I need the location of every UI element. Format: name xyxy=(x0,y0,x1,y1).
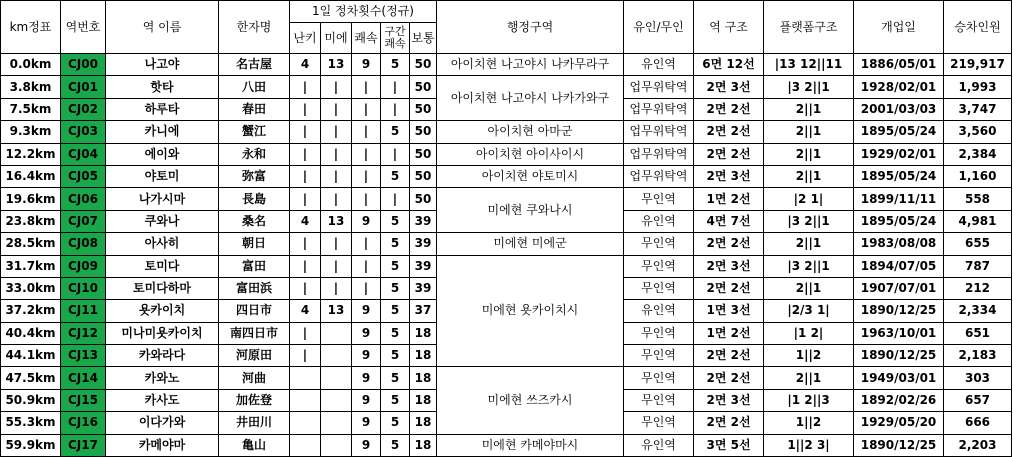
header-kaisoku: 쾌속 xyxy=(352,23,381,54)
name-cell: 나고야 xyxy=(106,54,219,76)
futsu-cell: 50 xyxy=(410,121,437,143)
passengers-cell: 2,183 xyxy=(944,345,1012,367)
staffed-cell: 무인역 xyxy=(624,233,694,255)
platform-cell: |13 12||11 xyxy=(764,54,854,76)
name-cell: 카메야마 xyxy=(106,434,219,456)
admin-cell: 아이치현 야토미시 xyxy=(437,165,624,187)
staffed-cell: 무인역 xyxy=(624,322,694,344)
kukan-cell: | xyxy=(381,188,410,210)
staffed-cell: 업무위탁역 xyxy=(624,98,694,120)
futsu-cell: 18 xyxy=(410,412,437,434)
opened-cell: 1890/12/25 xyxy=(854,345,944,367)
mie-cell: | xyxy=(321,98,352,120)
header-structure: 역 구조 xyxy=(694,1,764,54)
structure-cell: 4면 7선 xyxy=(694,210,764,232)
nanki-cell xyxy=(290,367,321,389)
passengers-cell: 657 xyxy=(944,389,1012,411)
name-cell: 아사히 xyxy=(106,233,219,255)
mie-cell: | xyxy=(321,121,352,143)
nanki-cell: 4 xyxy=(290,300,321,322)
name-cell: 에이와 xyxy=(106,143,219,165)
kukan-cell: 5 xyxy=(381,121,410,143)
table-row xyxy=(1,165,1012,187)
code-cell: CJ11 xyxy=(61,300,106,322)
futsu-cell: 50 xyxy=(410,54,437,76)
code-cell: CJ09 xyxy=(61,255,106,277)
platform-cell: 2||1 xyxy=(764,367,854,389)
structure-cell: 2면 3선 xyxy=(694,255,764,277)
opened-cell: 1894/07/05 xyxy=(854,255,944,277)
header-kukan-kaisoku: 구간 쾌속 xyxy=(381,23,410,54)
platform-cell: 2||1 xyxy=(764,143,854,165)
header-stops-group: 1일 정차횟수(정규) xyxy=(290,1,437,23)
table-row xyxy=(1,54,1012,76)
nanki-cell xyxy=(290,412,321,434)
km-cell: 7.5km xyxy=(1,98,61,120)
futsu-cell: 50 xyxy=(410,76,437,98)
passengers-cell: 787 xyxy=(944,255,1012,277)
name-cell: 카와노 xyxy=(106,367,219,389)
name-cell: 야토미 xyxy=(106,165,219,187)
passengers-cell: 3,747 xyxy=(944,98,1012,120)
admin-cell: 아이치현 아이사이시 xyxy=(437,143,624,165)
futsu-cell: 18 xyxy=(410,389,437,411)
table-row xyxy=(1,76,1012,98)
header-kanji: 한자명 xyxy=(219,1,290,54)
kukan-cell: 5 xyxy=(381,412,410,434)
mie-cell: | xyxy=(321,143,352,165)
passengers-cell: 558 xyxy=(944,188,1012,210)
futsu-cell: 18 xyxy=(410,322,437,344)
nanki-cell: 4 xyxy=(290,54,321,76)
opened-cell: 1899/11/11 xyxy=(854,188,944,210)
kanji-cell: 四日市 xyxy=(219,300,290,322)
km-cell: 59.9km xyxy=(1,434,61,456)
table-row xyxy=(1,143,1012,165)
kaisoku-cell: | xyxy=(352,188,381,210)
mie-cell: 13 xyxy=(321,300,352,322)
staffed-cell: 업무위탁역 xyxy=(624,143,694,165)
kaisoku-cell: | xyxy=(352,277,381,299)
futsu-cell: 18 xyxy=(410,434,437,456)
name-cell: 핫타 xyxy=(106,76,219,98)
header-admin: 행정구역 xyxy=(437,1,624,54)
kukan-cell: 5 xyxy=(381,389,410,411)
structure-cell: 2면 2선 xyxy=(694,121,764,143)
header-passengers: 승차인원 xyxy=(944,1,1012,54)
opened-cell: 1929/02/01 xyxy=(854,143,944,165)
nanki-cell: | xyxy=(290,121,321,143)
nanki-cell: | xyxy=(290,143,321,165)
futsu-cell: 50 xyxy=(410,143,437,165)
opened-cell: 2001/03/03 xyxy=(854,98,944,120)
km-cell: 47.5km xyxy=(1,367,61,389)
kukan-cell: 5 xyxy=(381,255,410,277)
km-cell: 23.8km xyxy=(1,210,61,232)
opened-cell: 1895/05/24 xyxy=(854,210,944,232)
code-cell: CJ08 xyxy=(61,233,106,255)
structure-cell: 1면 2선 xyxy=(694,322,764,344)
kanji-cell: 永和 xyxy=(219,143,290,165)
nanki-cell: | xyxy=(290,255,321,277)
header-km: km정표 xyxy=(1,1,61,54)
passengers-cell: 1,160 xyxy=(944,165,1012,187)
nanki-cell: | xyxy=(290,165,321,187)
mie-cell xyxy=(321,434,352,456)
kanji-cell: 八田 xyxy=(219,76,290,98)
futsu-cell: 39 xyxy=(410,233,437,255)
staffed-cell: 무인역 xyxy=(624,345,694,367)
kanji-cell: 加佐登 xyxy=(219,389,290,411)
opened-cell: 1963/10/01 xyxy=(854,322,944,344)
kanji-cell: 富田 xyxy=(219,255,290,277)
passengers-cell: 4,981 xyxy=(944,210,1012,232)
nanki-cell: | xyxy=(290,76,321,98)
km-cell: 50.9km xyxy=(1,389,61,411)
km-cell: 9.3km xyxy=(1,121,61,143)
futsu-cell: 18 xyxy=(410,345,437,367)
platform-cell: 2||1 xyxy=(764,121,854,143)
code-cell: CJ12 xyxy=(61,322,106,344)
kaisoku-cell: | xyxy=(352,98,381,120)
kaisoku-cell: 9 xyxy=(352,322,381,344)
kukan-cell: 5 xyxy=(381,233,410,255)
kaisoku-cell: | xyxy=(352,143,381,165)
kaisoku-cell: 9 xyxy=(352,389,381,411)
kaisoku-cell: | xyxy=(352,76,381,98)
staffed-cell: 유인역 xyxy=(624,210,694,232)
kukan-cell: 5 xyxy=(381,322,410,344)
km-cell: 44.1km xyxy=(1,345,61,367)
km-cell: 16.4km xyxy=(1,165,61,187)
nanki-cell: | xyxy=(290,345,321,367)
platform-cell: 2||1 xyxy=(764,165,854,187)
code-cell: CJ17 xyxy=(61,434,106,456)
nanki-cell: | xyxy=(290,322,321,344)
opened-cell: 1895/05/24 xyxy=(854,121,944,143)
kukan-cell: 5 xyxy=(381,345,410,367)
kaisoku-cell: | xyxy=(352,121,381,143)
kukan-cell: | xyxy=(381,76,410,98)
passengers-cell: 2,334 xyxy=(944,300,1012,322)
kaisoku-cell: | xyxy=(352,255,381,277)
name-cell: 카와라다 xyxy=(106,345,219,367)
kukan-cell: | xyxy=(381,143,410,165)
kaisoku-cell: 9 xyxy=(352,54,381,76)
kanji-cell: 長島 xyxy=(219,188,290,210)
code-cell: CJ00 xyxy=(61,54,106,76)
table-row xyxy=(1,434,1012,456)
km-cell: 37.2km xyxy=(1,300,61,322)
futsu-cell: 50 xyxy=(410,165,437,187)
name-cell: 쿠와나 xyxy=(106,210,219,232)
staffed-cell: 업무위탁역 xyxy=(624,76,694,98)
km-cell: 55.3km xyxy=(1,412,61,434)
kanji-cell: 蟹江 xyxy=(219,121,290,143)
header-mie: 미에 xyxy=(321,23,352,54)
opened-cell: 1890/12/25 xyxy=(854,434,944,456)
kaisoku-cell: 9 xyxy=(352,412,381,434)
kukan-cell: 5 xyxy=(381,367,410,389)
code-cell: CJ16 xyxy=(61,412,106,434)
staffed-cell: 무인역 xyxy=(624,412,694,434)
platform-cell: |2/3 1| xyxy=(764,300,854,322)
nanki-cell: 4 xyxy=(290,210,321,232)
futsu-cell: 39 xyxy=(410,255,437,277)
structure-cell: 2면 3선 xyxy=(694,165,764,187)
admin-cell: 아이치현 나고야시 나카무라구 xyxy=(437,54,624,76)
passengers-cell: 666 xyxy=(944,412,1012,434)
passengers-cell: 1,993 xyxy=(944,76,1012,98)
code-cell: CJ02 xyxy=(61,98,106,120)
mie-cell xyxy=(321,345,352,367)
header-name: 역 이름 xyxy=(106,1,219,54)
kukan-cell: 5 xyxy=(381,165,410,187)
futsu-cell: 50 xyxy=(410,188,437,210)
mie-cell xyxy=(321,389,352,411)
mie-cell: 13 xyxy=(321,210,352,232)
passengers-cell: 219,917 xyxy=(944,54,1012,76)
structure-cell: 2면 2선 xyxy=(694,277,764,299)
kukan-cell: 5 xyxy=(381,54,410,76)
opened-cell: 1890/12/25 xyxy=(854,300,944,322)
opened-cell: 1928/02/01 xyxy=(854,76,944,98)
staffed-cell: 무인역 xyxy=(624,367,694,389)
platform-cell: |3 2||1 xyxy=(764,76,854,98)
staffed-cell: 무인역 xyxy=(624,188,694,210)
code-cell: CJ14 xyxy=(61,367,106,389)
km-cell: 33.0km xyxy=(1,277,61,299)
kanji-cell: 亀山 xyxy=(219,434,290,456)
futsu-cell: 37 xyxy=(410,300,437,322)
structure-cell: 1면 2선 xyxy=(694,188,764,210)
nanki-cell: | xyxy=(290,188,321,210)
kaisoku-cell: 9 xyxy=(352,300,381,322)
staffed-cell: 무인역 xyxy=(624,277,694,299)
passengers-cell: 303 xyxy=(944,367,1012,389)
kukan-cell: 5 xyxy=(381,434,410,456)
platform-cell: 2||1 xyxy=(764,233,854,255)
name-cell: 미나미욧카이치 xyxy=(106,322,219,344)
structure-cell: 2면 3선 xyxy=(694,76,764,98)
nanki-cell: | xyxy=(290,98,321,120)
km-cell: 0.0km xyxy=(1,54,61,76)
header-staffed: 유인/무인 xyxy=(624,1,694,54)
nanki-cell xyxy=(290,434,321,456)
km-cell: 3.8km xyxy=(1,76,61,98)
kaisoku-cell: 9 xyxy=(352,434,381,456)
platform-cell: 1||2 3| xyxy=(764,434,854,456)
table-row xyxy=(1,188,1012,210)
admin-cell: 미에현 쓰즈카시 xyxy=(437,367,624,434)
kaisoku-cell: | xyxy=(352,233,381,255)
structure-cell: 2면 2선 xyxy=(694,367,764,389)
mie-cell xyxy=(321,367,352,389)
staffed-cell: 유인역 xyxy=(624,54,694,76)
mie-cell: | xyxy=(321,233,352,255)
admin-cell: 미에현 미에군 xyxy=(437,233,624,255)
platform-cell: 1||2 xyxy=(764,345,854,367)
staffed-cell: 업무위탁역 xyxy=(624,121,694,143)
name-cell: 토미다하마 xyxy=(106,277,219,299)
table-row xyxy=(1,121,1012,143)
name-cell: 나가시마 xyxy=(106,188,219,210)
kukan-cell: | xyxy=(381,98,410,120)
admin-cell: 아이치현 나고야시 나카가와구 xyxy=(437,76,624,121)
passengers-cell: 2,203 xyxy=(944,434,1012,456)
opened-cell: 1949/03/01 xyxy=(854,367,944,389)
table-row xyxy=(1,367,1012,389)
name-cell: 욧카이치 xyxy=(106,300,219,322)
passengers-cell: 651 xyxy=(944,322,1012,344)
structure-cell: 2면 2선 xyxy=(694,345,764,367)
platform-cell: |1 2||3 xyxy=(764,389,854,411)
kanji-cell: 河曲 xyxy=(219,367,290,389)
opened-cell: 1892/02/26 xyxy=(854,389,944,411)
mie-cell xyxy=(321,412,352,434)
kanji-cell: 河原田 xyxy=(219,345,290,367)
kanji-cell: 桑名 xyxy=(219,210,290,232)
km-cell: 19.6km xyxy=(1,188,61,210)
name-cell: 카사도 xyxy=(106,389,219,411)
staffed-cell: 무인역 xyxy=(624,389,694,411)
header-nanki: 난키 xyxy=(290,23,321,54)
km-cell: 12.2km xyxy=(1,143,61,165)
opened-cell: 1929/05/20 xyxy=(854,412,944,434)
header-futsu: 보통 xyxy=(410,23,437,54)
opened-cell: 1886/05/01 xyxy=(854,54,944,76)
futsu-cell: 39 xyxy=(410,277,437,299)
kanji-cell: 富田浜 xyxy=(219,277,290,299)
kanji-cell: 朝日 xyxy=(219,233,290,255)
mie-cell: 13 xyxy=(321,54,352,76)
kaisoku-cell: 9 xyxy=(352,210,381,232)
nanki-cell xyxy=(290,389,321,411)
name-cell: 토미다 xyxy=(106,255,219,277)
platform-cell: |3 2||1 xyxy=(764,255,854,277)
header-platform: 플랫폼구조 xyxy=(764,1,854,54)
admin-cell: 아이치현 아마군 xyxy=(437,121,624,143)
mie-cell xyxy=(321,322,352,344)
kanji-cell: 名古屋 xyxy=(219,54,290,76)
admin-cell: 미에현 카메야마시 xyxy=(437,434,624,456)
code-cell: CJ03 xyxy=(61,121,106,143)
kukan-cell: 5 xyxy=(381,210,410,232)
opened-cell: 1907/07/01 xyxy=(854,277,944,299)
km-cell: 28.5km xyxy=(1,233,61,255)
code-cell: CJ13 xyxy=(61,345,106,367)
mie-cell: | xyxy=(321,277,352,299)
code-cell: CJ06 xyxy=(61,188,106,210)
futsu-cell: 50 xyxy=(410,98,437,120)
code-cell: CJ07 xyxy=(61,210,106,232)
kukan-cell: 5 xyxy=(381,300,410,322)
platform-cell: 1||2 xyxy=(764,412,854,434)
header-opened: 개업일 xyxy=(854,1,944,54)
table-row xyxy=(1,255,1012,277)
staffed-cell: 무인역 xyxy=(624,255,694,277)
opened-cell: 1895/05/24 xyxy=(854,165,944,187)
code-cell: CJ05 xyxy=(61,165,106,187)
nanki-cell: | xyxy=(290,233,321,255)
mie-cell: | xyxy=(321,76,352,98)
passengers-cell: 212 xyxy=(944,277,1012,299)
platform-cell: 2||1 xyxy=(764,98,854,120)
staffed-cell: 유인역 xyxy=(624,434,694,456)
admin-cell: 미에현 욧카이치시 xyxy=(437,255,624,367)
staffed-cell: 유인역 xyxy=(624,300,694,322)
opened-cell: 1983/08/08 xyxy=(854,233,944,255)
structure-cell: 2면 2선 xyxy=(694,233,764,255)
structure-cell: 3면 5선 xyxy=(694,434,764,456)
structure-cell: 2면 3선 xyxy=(694,389,764,411)
structure-cell: 2면 2선 xyxy=(694,412,764,434)
name-cell: 이다가와 xyxy=(106,412,219,434)
structure-cell: 6면 12선 xyxy=(694,54,764,76)
code-cell: CJ01 xyxy=(61,76,106,98)
kukan-cell: 5 xyxy=(381,277,410,299)
platform-cell: 2||1 xyxy=(764,277,854,299)
kanji-cell: 井田川 xyxy=(219,412,290,434)
platform-cell: |3 2||1 xyxy=(764,210,854,232)
platform-cell: |1 2| xyxy=(764,322,854,344)
code-cell: CJ15 xyxy=(61,389,106,411)
mie-cell: | xyxy=(321,188,352,210)
staffed-cell: 업무위탁역 xyxy=(624,165,694,187)
kanji-cell: 南四日市 xyxy=(219,322,290,344)
table-row xyxy=(1,233,1012,255)
kaisoku-cell: 9 xyxy=(352,367,381,389)
km-cell: 31.7km xyxy=(1,255,61,277)
structure-cell: 1면 3선 xyxy=(694,300,764,322)
mie-cell: | xyxy=(321,255,352,277)
name-cell: 하루타 xyxy=(106,98,219,120)
kaisoku-cell: | xyxy=(352,165,381,187)
header-code: 역번호 xyxy=(61,1,106,54)
futsu-cell: 39 xyxy=(410,210,437,232)
km-cell: 40.4km xyxy=(1,322,61,344)
name-cell: 카니에 xyxy=(106,121,219,143)
mie-cell: | xyxy=(321,165,352,187)
kanji-cell: 春田 xyxy=(219,98,290,120)
kaisoku-cell: 9 xyxy=(352,345,381,367)
platform-cell: |2 1| xyxy=(764,188,854,210)
passengers-cell: 655 xyxy=(944,233,1012,255)
kanji-cell: 弥富 xyxy=(219,165,290,187)
structure-cell: 2면 2선 xyxy=(694,98,764,120)
admin-cell: 미에현 쿠와나시 xyxy=(437,188,624,233)
futsu-cell: 18 xyxy=(410,367,437,389)
passengers-cell: 2,384 xyxy=(944,143,1012,165)
code-cell: CJ10 xyxy=(61,277,106,299)
passengers-cell: 3,560 xyxy=(944,121,1012,143)
code-cell: CJ04 xyxy=(61,143,106,165)
structure-cell: 2면 2선 xyxy=(694,143,764,165)
nanki-cell: | xyxy=(290,277,321,299)
